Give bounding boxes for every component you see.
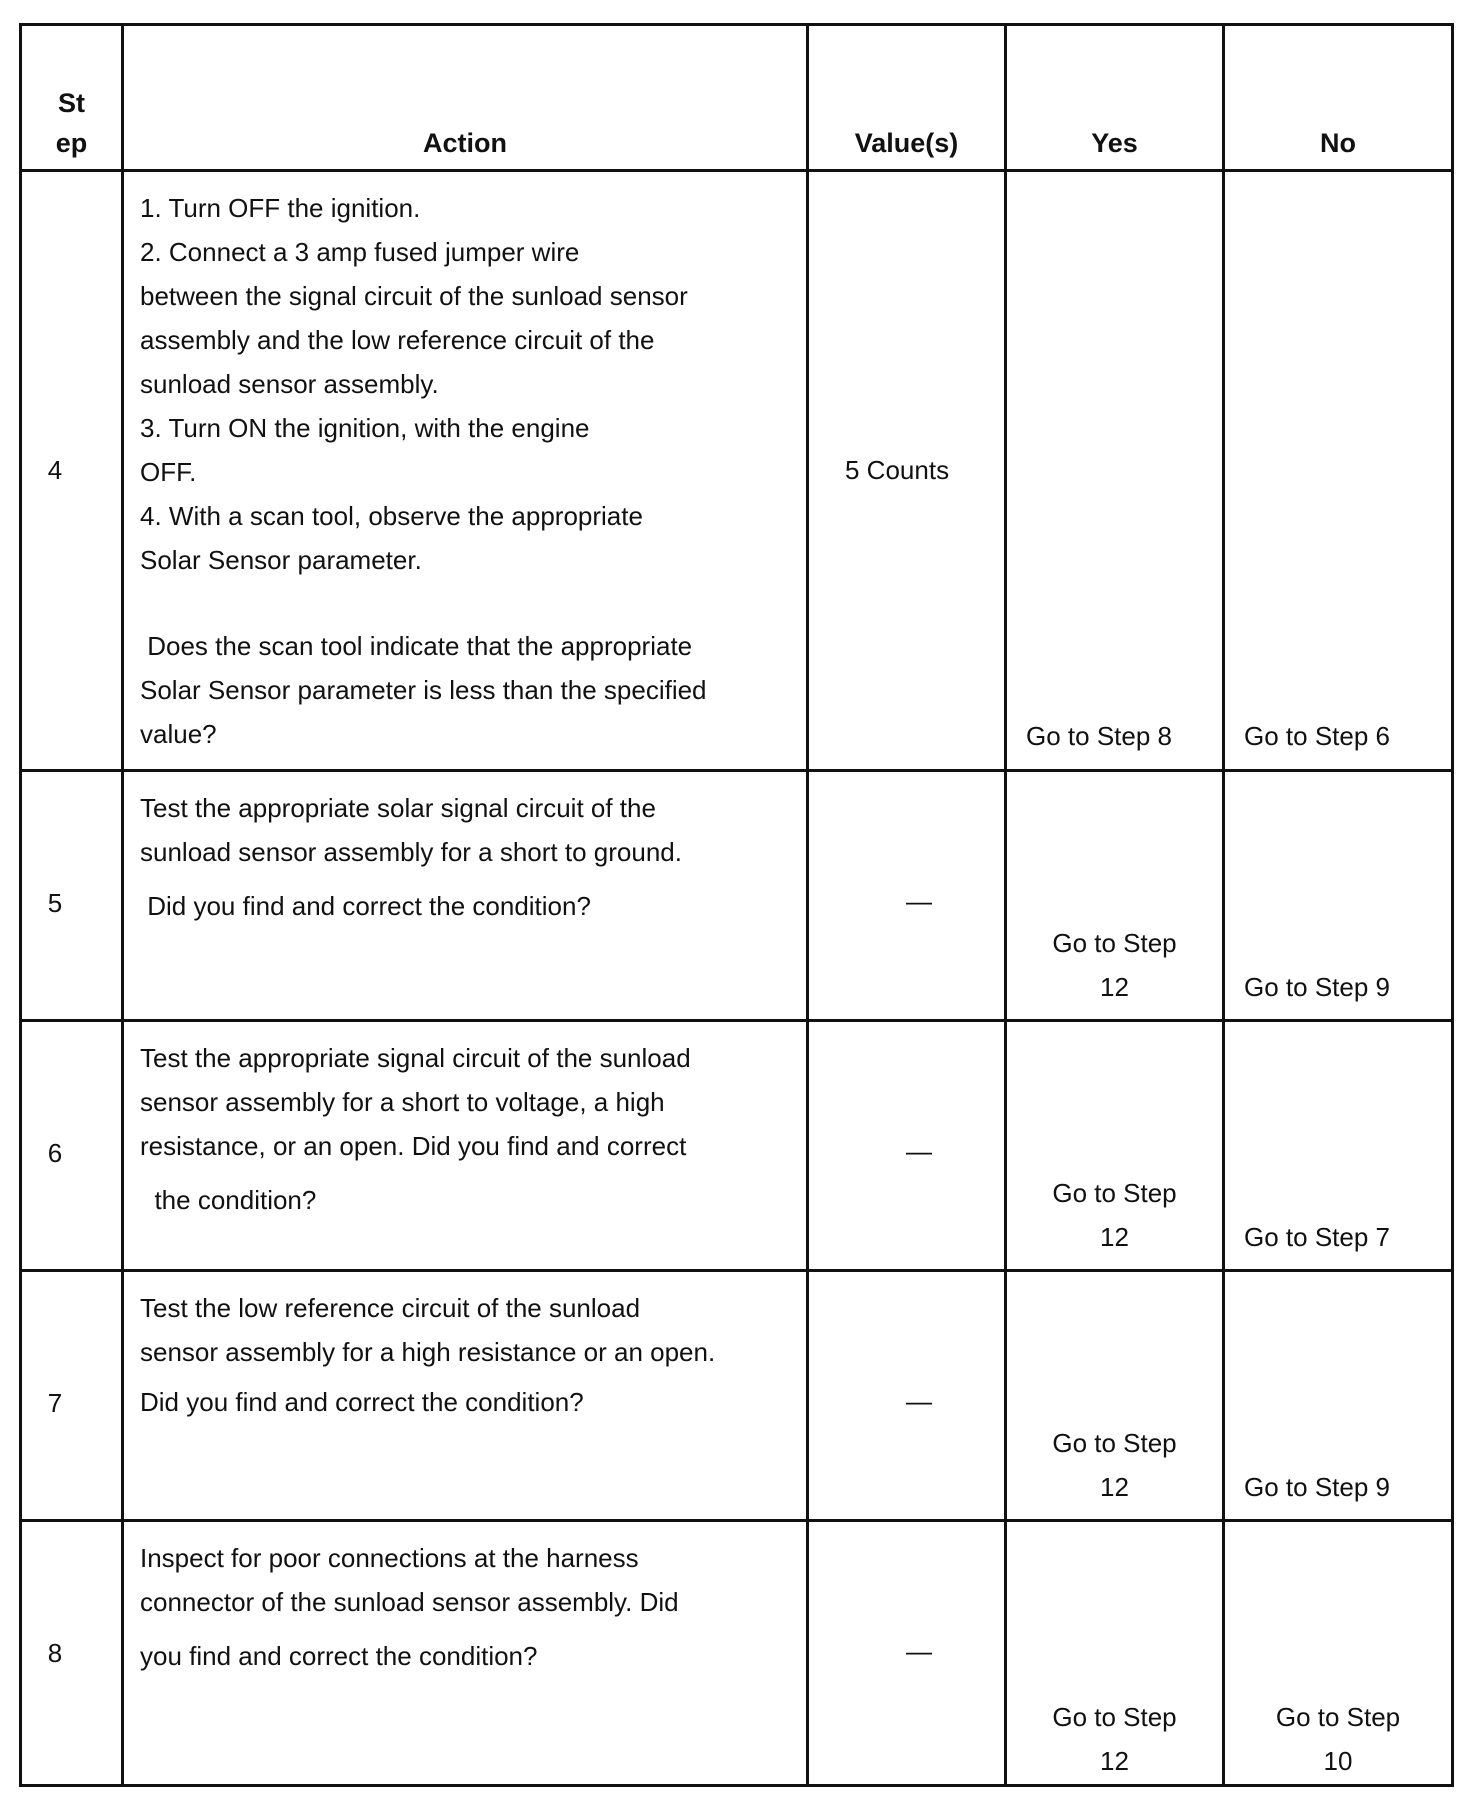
row-divider (19, 769, 1454, 772)
header-no: No (1320, 128, 1356, 158)
action-text (140, 1036, 800, 1222)
header-step (22, 83, 121, 163)
action-line: 3. Turn ON the ignition, with the engine (140, 413, 590, 443)
action-line: Test the appropriate solar signal circuit of the (140, 793, 656, 823)
no-target: Go to Step 6 (1244, 721, 1390, 751)
action-text (140, 786, 800, 928)
action-text (140, 1536, 800, 1678)
action-line: sensor assembly for a short to voltage, a high (140, 1087, 665, 1117)
row-divider (19, 1269, 1454, 1272)
action-line: assembly and the low reference circuit of the (140, 325, 655, 355)
action-line: Inspect for poor connections at the harness (140, 1543, 639, 1573)
yes-target-line2: 12 (1100, 972, 1129, 1002)
value-dash: — (906, 886, 932, 916)
table-border-bottom (19, 1784, 1454, 1787)
column-divider (806, 23, 809, 1787)
action-text (140, 1286, 800, 1424)
table-border-top (19, 23, 1454, 26)
question-line: Solar Sensor parameter is less than the specified (140, 675, 707, 705)
action-line: Did you find and correct the condition? (140, 1387, 584, 1417)
no-target (1225, 1695, 1451, 1783)
yes-target-line1: Go to Step (1052, 928, 1177, 958)
question-line: value? (140, 719, 217, 749)
step-number: 4 (47, 455, 63, 485)
column-divider (1004, 23, 1007, 1787)
action-line: between the signal circuit of the sunload sensor (140, 281, 688, 311)
row-divider (19, 169, 1454, 172)
row-divider (19, 1019, 1454, 1022)
no-target-line1: Go to Step (1275, 1702, 1401, 1732)
action-line: the condition? (140, 1185, 317, 1215)
header-step-line2: ep (55, 128, 88, 158)
column-divider (121, 23, 124, 1787)
yes-target (1007, 1171, 1222, 1259)
question-line: Does the scan tool indicate that the appropriate (140, 631, 693, 661)
no-target-line2: 10 (1323, 1746, 1353, 1776)
header-step-line1: St (58, 88, 85, 118)
header-values: Value(s) (854, 128, 959, 158)
yes-target-line2: 12 (1100, 1746, 1129, 1776)
yes-target-line2: 12 (1100, 1222, 1129, 1252)
value-dash: — (906, 1636, 932, 1666)
column-divider (1451, 23, 1454, 1787)
step-number: 8 (47, 1638, 63, 1668)
action-line: Test the appropriate signal circuit of the sunload (140, 1043, 691, 1073)
yes-target (1007, 1421, 1222, 1509)
no-target: Go to Step 9 (1244, 972, 1390, 1002)
yes-target-line1: Go to Step (1052, 1178, 1177, 1208)
action-line: sunload sensor assembly. (140, 369, 439, 399)
yes-target-line1: Go to Step (1052, 1702, 1177, 1732)
value-text: 5 Counts (845, 455, 950, 485)
action-line: Test the low reference circuit of the sunload (140, 1293, 641, 1323)
yes-target (1007, 921, 1222, 1009)
action-line: Solar Sensor parameter. (140, 545, 422, 575)
yes-target-line2: 12 (1100, 1472, 1129, 1502)
header-action: Action (423, 128, 507, 158)
value-dash: — (906, 1386, 932, 1416)
action-line: sensor assembly for a high resistance or an open. (140, 1337, 716, 1367)
row-divider (19, 1519, 1454, 1522)
no-target: Go to Step 7 (1244, 1222, 1390, 1252)
no-target: Go to Step 9 (1244, 1472, 1390, 1502)
action-line: 2. Connect a 3 amp fused jumper wire (140, 237, 580, 267)
diagnostic-table (19, 23, 1454, 1787)
yes-target-line1: Go to Step (1052, 1428, 1177, 1458)
action-line: OFF. (140, 457, 197, 487)
step-number: 6 (47, 1138, 63, 1168)
action-line: 1. Turn OFF the ignition. (140, 193, 421, 223)
column-divider (1222, 23, 1225, 1787)
action-line: Did you find and correct the condition? (140, 891, 591, 921)
step-number: 7 (47, 1388, 63, 1418)
header-yes: Yes (1091, 128, 1138, 158)
action-line: resistance, or an open. Did you find and correct (140, 1131, 687, 1161)
yes-target (1007, 1695, 1222, 1783)
action-line: 4. With a scan tool, observe the appropriate (140, 501, 643, 531)
yes-target: Go to Step 8 (1026, 721, 1172, 751)
value-dash: — (906, 1136, 932, 1166)
action-line: you find and correct the condition? (140, 1641, 538, 1671)
step-number: 5 (47, 888, 63, 918)
action-line: connector of the sunload sensor assembly. Did (140, 1587, 679, 1617)
action-line: sunload sensor assembly for a short to ground. (140, 837, 682, 867)
action-text (140, 186, 800, 756)
